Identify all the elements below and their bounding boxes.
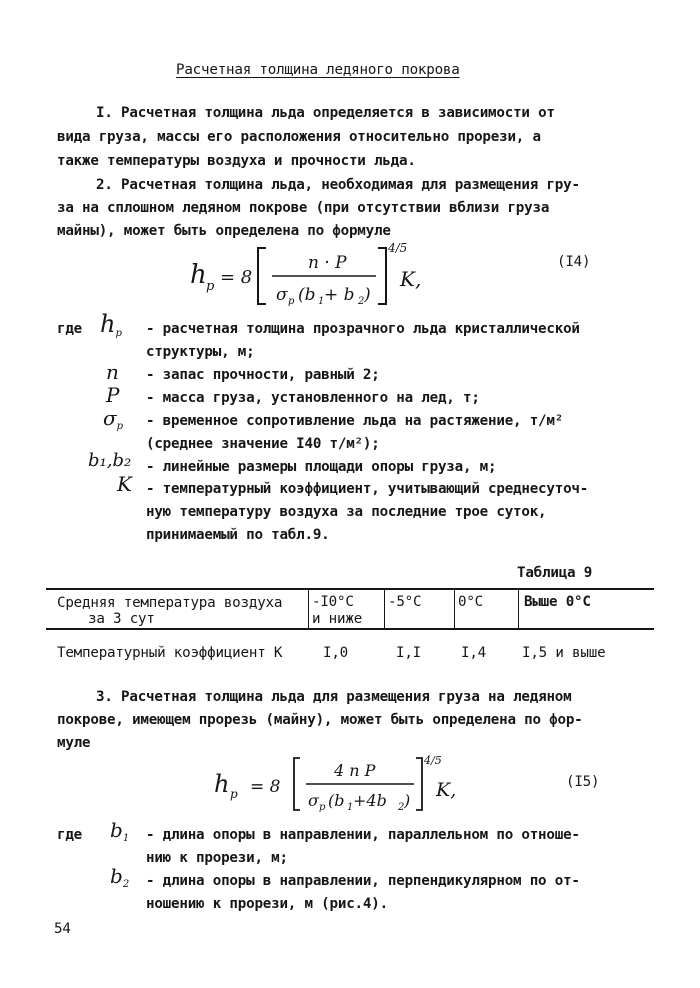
where1-row3: - масса груза, установленного на лед, т; (146, 390, 480, 406)
p2-line-2: за на сплошном ледяном покрове (при отсутствии вблизи груза (57, 200, 550, 216)
p3-line-2: покрове, имеющем прорезь (майну), может быть определена по фор- (57, 712, 583, 728)
f15-eq: = 8 (250, 777, 281, 797)
table-col-rule-3 (454, 589, 455, 629)
f14-exponent: 4/5 (388, 241, 408, 255)
p3-line-3: муле (57, 735, 91, 751)
table-col-1-h2: и ниже (312, 611, 363, 627)
p2-line-1: 2. Расчетная толщина льда, необходимая для размещения гру- (96, 177, 580, 193)
table-col-2-h1: -5°С (388, 594, 422, 610)
where1-row5: - линейные размеры площади опоры груза, м; (146, 459, 497, 475)
table-row-label: Температурный коэффициент К (57, 645, 283, 661)
f14-plus-b: + b (324, 285, 355, 305)
f15-b1-sub: 1 (347, 802, 354, 813)
f14-den-b: (b (298, 285, 316, 305)
table-value-3: I,4 (461, 645, 487, 661)
sym-b2: $b_2$ (110, 864, 130, 890)
where2-gde: где (57, 827, 83, 843)
p1-line-1: I. Расчетная толщина льда определяется в зависимости от (96, 105, 555, 121)
where1-row1-line1: - расчетная толщина прозрачного льда кристаллической (146, 321, 580, 337)
where2-row2-line2: ношению к прорези, м (рис.4). (146, 896, 388, 912)
table-col-3-h1: 0°С (458, 594, 484, 610)
formula-14 (180, 238, 430, 312)
f15-sigma: σ (308, 791, 319, 810)
table-caption: Таблица 9 (517, 565, 593, 581)
table-header-rule (46, 628, 654, 630)
sym-n: n (106, 360, 119, 384)
f14-numerator: n · P (308, 253, 347, 273)
f14-eq: = 8 (220, 267, 253, 288)
sym-hp: $h_p$ (100, 310, 122, 339)
sym-b1-b2: b₁,b₂ (88, 450, 132, 471)
f14-b2-sub: 2 (358, 296, 365, 307)
f15-sigma-sub: p (319, 802, 326, 813)
formula-14-number: (I4) (557, 254, 591, 270)
f14-close: ) (364, 285, 371, 305)
sym-sigma-p: $\sigma_p$ (103, 406, 124, 432)
p2-line-3: майны), может быть определена по формуле (57, 223, 391, 239)
where1-row1-line2: структуры, м; (146, 344, 255, 360)
where1-row2: - запас прочности, равный 2; (146, 367, 380, 383)
sym-p: P (106, 383, 120, 407)
f15-lhs-sub: p (230, 787, 238, 801)
table-col-rule-4 (518, 589, 519, 629)
where1-row6-line3: принимаемый по табл.9. (146, 527, 330, 543)
p3-line-1: 3. Расчетная толщина льда для размещения груза на ледяном (96, 689, 572, 705)
table-value-4: I,5 и выше (522, 645, 606, 661)
f14-sigma: σ (276, 285, 288, 305)
where1-row4-line1: - временное сопротивление льда на растяжение, т/м² (146, 413, 564, 429)
f15-den-b: (b (328, 791, 345, 810)
f14-sigma-sub: p (288, 296, 295, 307)
sym-k: K (117, 472, 132, 496)
f15-b2-sub: 2 (398, 802, 405, 813)
p1-line-2: вида груза, массы его расположения относительно прорези, а (57, 129, 541, 145)
where2-row1-line2: нию к прорези, м; (146, 850, 288, 866)
f15-lhs: h (214, 770, 230, 798)
table-value-1: I,0 (323, 645, 349, 661)
p1-line-3: также температуры воздуха и прочности льда. (57, 153, 416, 169)
f15-exponent: 4/5 (424, 754, 442, 767)
f15-k: K, (436, 779, 457, 801)
table-header-label-1: Средняя температура воздуха (57, 595, 283, 611)
formula-15 (210, 752, 470, 820)
table-value-2: I,I (396, 645, 422, 661)
table-header-label-2: за 3 сут (88, 611, 155, 627)
f14-k: K, (400, 267, 422, 291)
table-col-1-h1: -I0°С (312, 594, 354, 610)
where1-row6-line2: ную температуру воздуха за последние трое суток, (146, 504, 547, 520)
where2-row2-line1: - длина опоры в направлении, перпендикулярном по от- (146, 873, 580, 889)
table-top-rule (46, 588, 654, 590)
f14-lhs: h (190, 260, 207, 290)
f15-numerator: 4 n P (334, 761, 376, 780)
table-col-rule-2 (384, 589, 385, 629)
formula-15-number: (I5) (566, 774, 600, 790)
where2-row1-line1: - длина опоры в направлении, параллельном по отноше- (146, 827, 580, 843)
where1-gde: где (57, 321, 83, 337)
f14-lhs-sub: p (206, 279, 215, 294)
f14-b1-sub: 1 (318, 296, 325, 307)
f15-close: ) (404, 791, 411, 810)
table-col-4-h1: Выше 0°С (524, 594, 591, 610)
where1-row6-line1: - температурный коэффициент, учитывающий среднесуточ- (146, 481, 589, 497)
table-col-rule-1 (308, 589, 309, 629)
sym-b1: $b_1$ (110, 818, 130, 844)
page-title: Расчетная толщина ледяного покрова (176, 62, 460, 78)
where1-row4-line2: (среднее значение I40 т/м²); (146, 436, 380, 452)
f15-plus-b: +4b (353, 791, 387, 810)
page-number: 54 (54, 921, 71, 937)
